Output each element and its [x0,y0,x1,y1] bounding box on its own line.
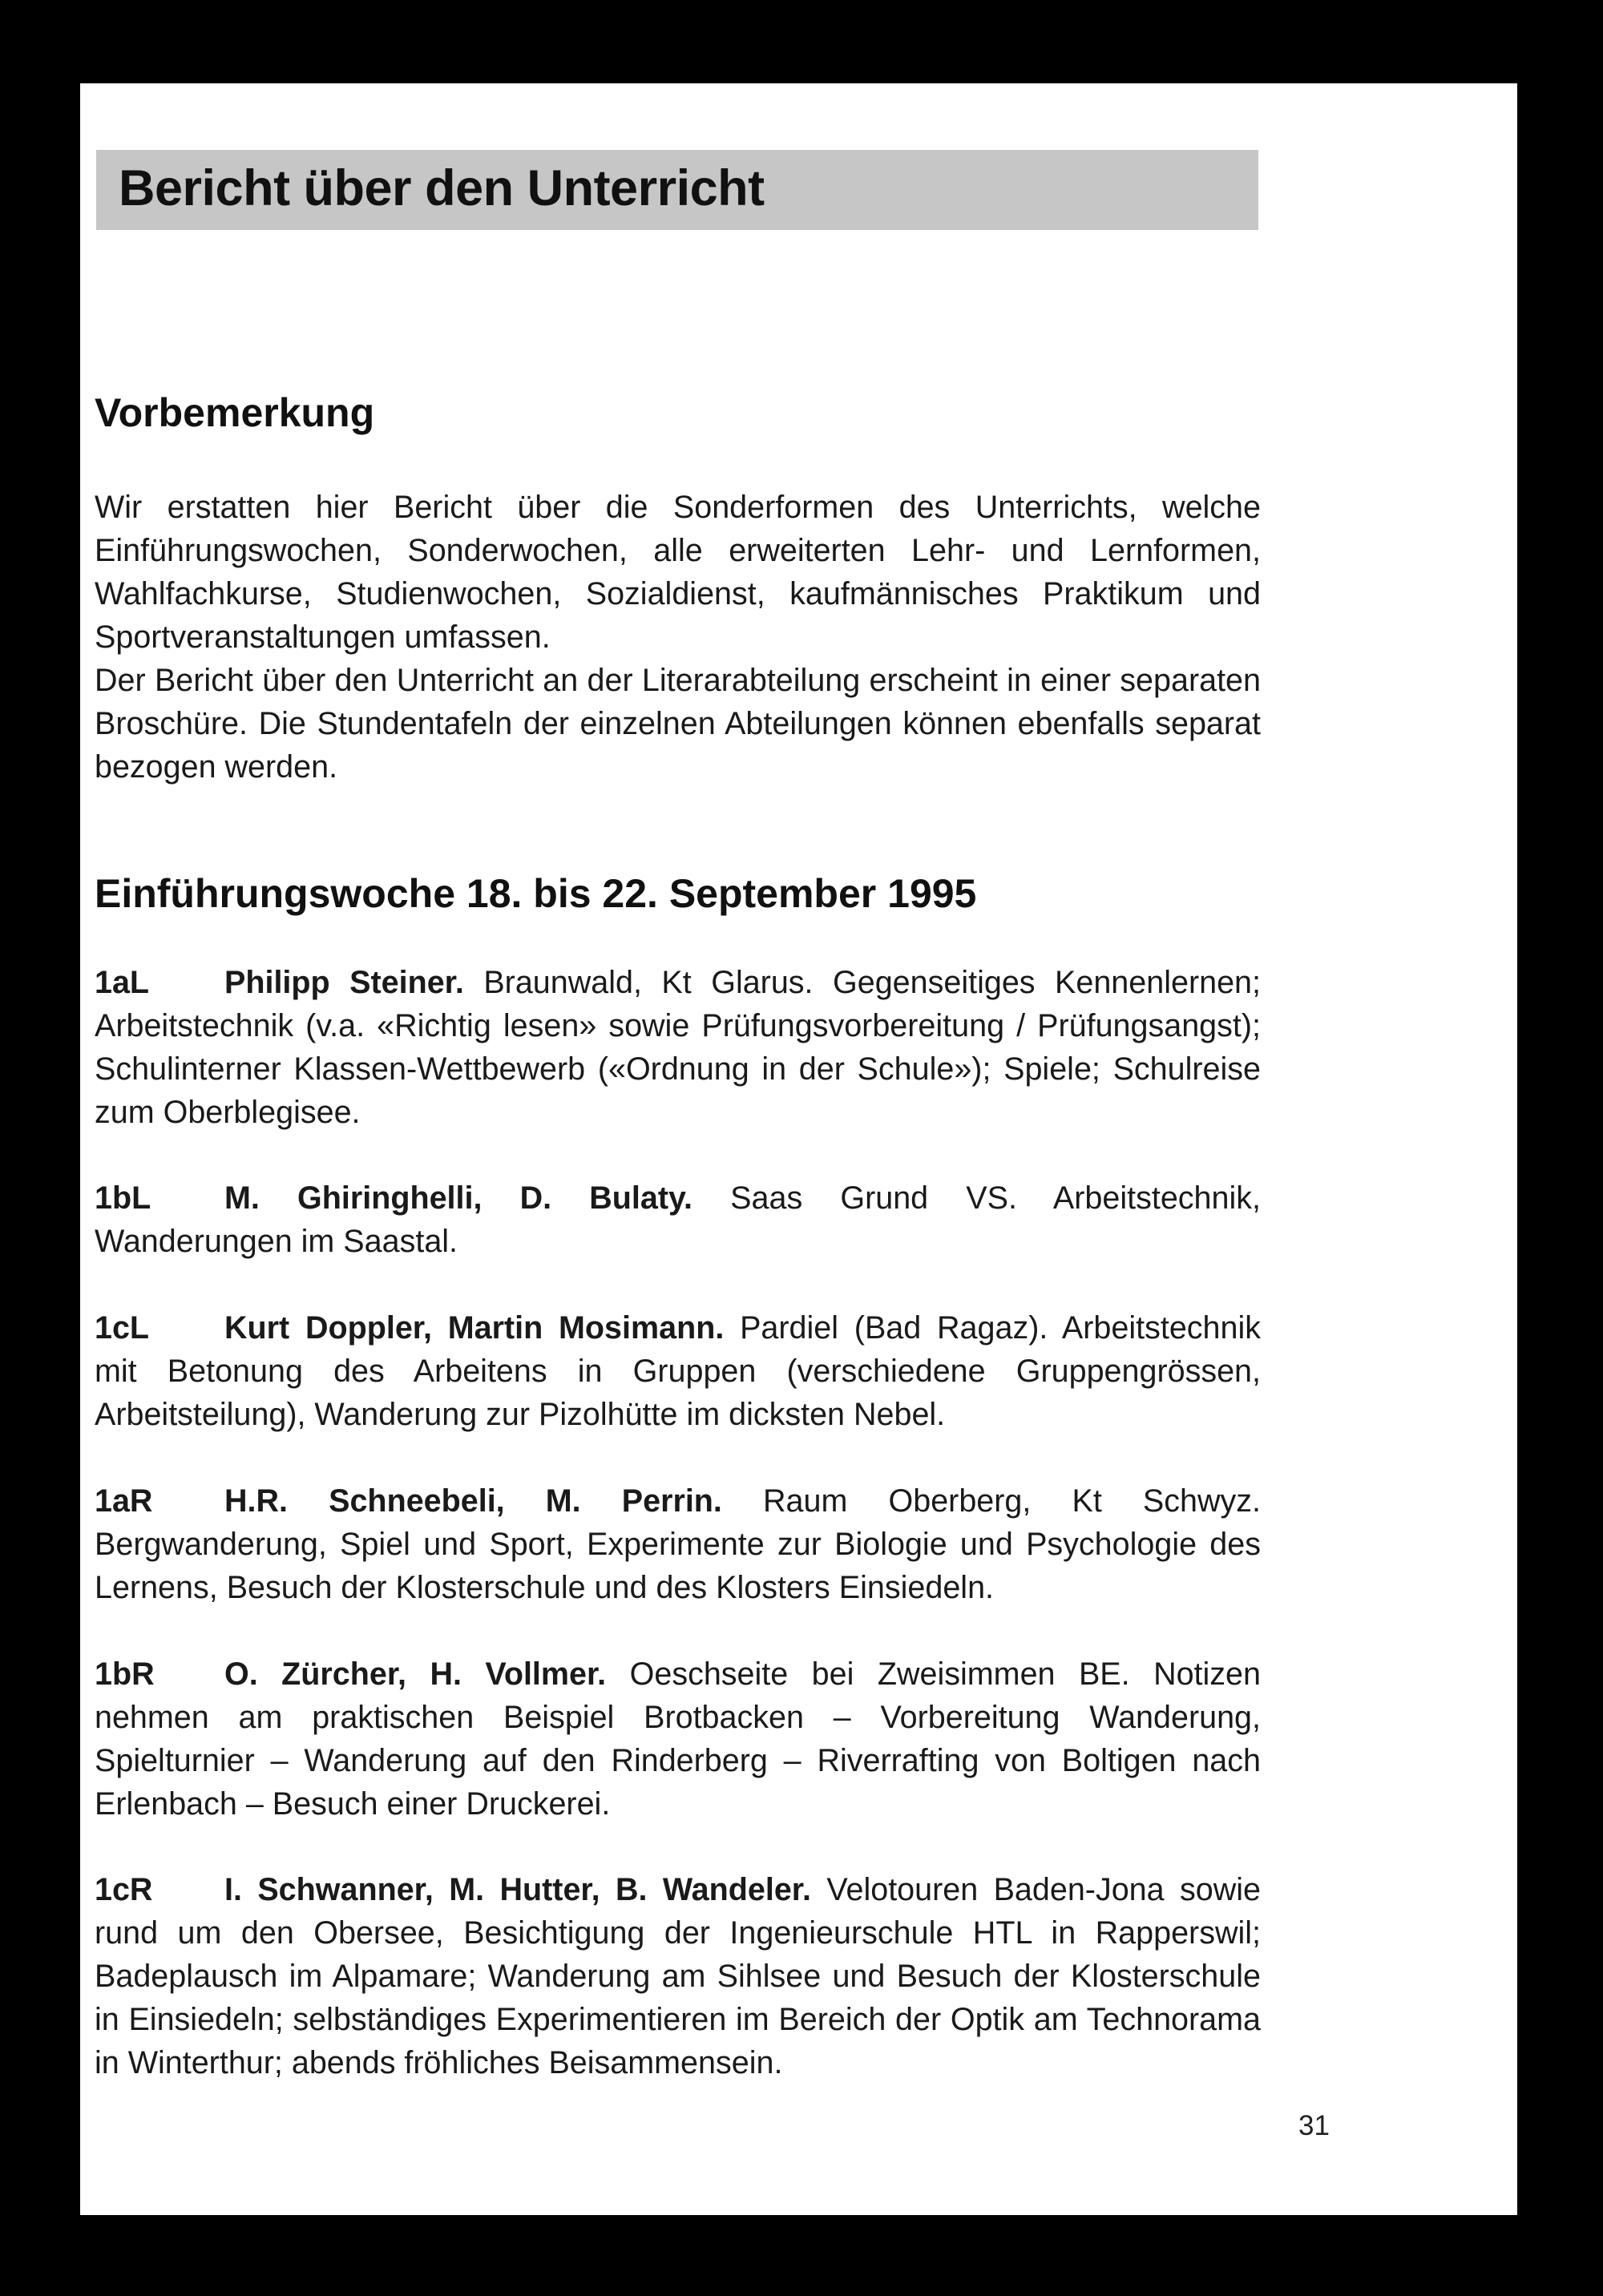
entry-1aR [95,1479,1261,1609]
heading-einfuehrungswoche: Einführungswoche 18. bis 22. September 1995 [95,871,977,916]
entry-code: 1aL [95,965,150,1000]
entry-teachers: I. Schwanner, M. Hutter, B. Wandeler. [224,1872,811,1907]
entry-description: Braunwald, Kt Glarus. Gegenseitiges Kennenlernen; Arbeitstechnik (v.a. «Richtig lesen» sowie Prüfungsvorbereitung / Prüfungsangst); Schulinterner Klassen-Wettbewerb («Ordnung in der Schule»); Spiele; Schulreise zum Oberblegisee. [95,965,1261,1130]
entry-teachers: M. Ghiringhelli, D. Bulaty. [224,1180,693,1216]
entry-1cL [95,1306,1261,1436]
page-number: 31 [1298,2110,1330,2141]
entry-1bR [95,1652,1261,1826]
entry-description: Saas Grund VS. Arbeitstechnik, Wanderungen im Saastal. [95,1180,1261,1259]
entry-teachers: Kurt Doppler, Martin Mosimann. [224,1310,725,1346]
heading-vorbemerkung: Vorbemerkung [95,390,375,435]
entry-1cR [95,1868,1261,2084]
entry-code: 1aR [95,1483,153,1519]
title-banner [96,150,1258,230]
vorbemerkung-paragraph-1: Wir erstatten hier Bericht über die Sonderformen des Unterrichts, welche Einführungswochen, Sonderwochen, alle erweiterten Lehr- und Lernformen, Wahlfachkurse, Studienwochen, Sozialdienst, kaufmännisches Praktikum und Sportveranstaltungen umfassen. [95,490,1261,655]
page-title: Bericht über den Unterricht [119,160,765,216]
entry-code: 1bR [95,1656,155,1692]
entry-description: Raum Oberberg, Kt Schwyz. Bergwanderung, Spiel und Sport, Experimente zur Biologie und Psychologie des Lernens, Besuch der Klosterschule und des Klosters Einsiedeln. [95,1483,1261,1605]
entry-teachers: Philipp Steiner. [224,965,464,1000]
entry-description: Pardiel (Bad Ragaz). Arbeitstechnik mit Betonung des Arbeitens in Gruppen (verschiedene Gruppengrössen, Arbeitsteilung), Wanderung zur Pizolhütte im dicksten Nebel. [95,1310,1261,1432]
entry-teachers: H.R. Schneebeli, M. Perrin. [224,1483,722,1519]
entry-description: Velotouren Baden-Jona sowie rund um den Obersee, Besichtigung der Ingenieurschule HTL in Rapperswil; Badeplausch im Alpamare; Wanderung am Sihlsee und Besuch der Klosterschule in Einsiedeln; selbständiges Experimentieren im Bereich der Optik am Technorama in Winterthur; abends fröhliches Beisammensein. [95,1872,1261,2080]
entry-code: 1cL [95,1310,150,1346]
entry-1bL [95,1176,1261,1263]
entry-teachers: O. Zürcher, H. Vollmer. [224,1656,607,1692]
entry-description: Oeschseite bei Zweisimmen BE. Notizen nehmen am praktischen Beispiel Brotbacken – Vorbereitung Wanderung, Spielturnier – Wanderung auf den Rinderberg – Riverrafting von Boltigen nach Erlenbach – Besuch einer Druckerei. [95,1656,1261,1822]
vorbemerkung-paragraph-2: Der Bericht über den Unterricht an der Literarabteilung erscheint in einer separaten Broschüre. Die Stundentafeln der einzelnen Abteilungen können ebenfalls separat bezogen werden. [95,663,1261,785]
entry-code: 1cR [95,1872,153,1907]
entry-1aL [95,961,1261,1134]
entry-code: 1bL [95,1180,151,1216]
